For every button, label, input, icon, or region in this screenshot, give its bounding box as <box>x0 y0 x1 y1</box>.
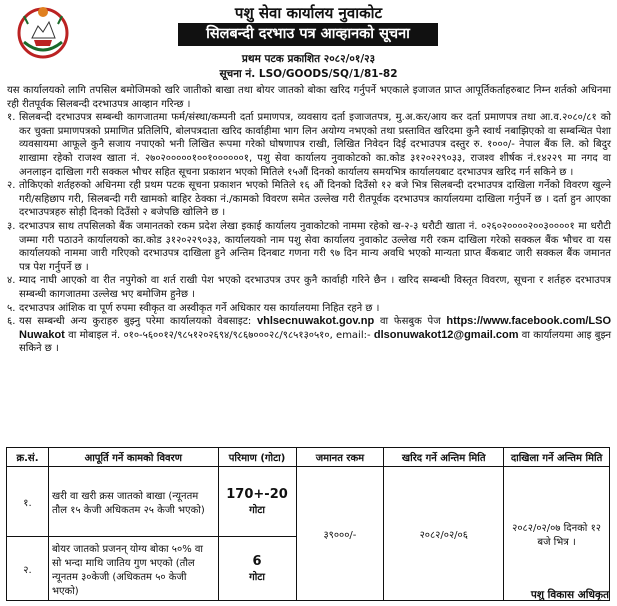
condition-item: ४. म्याद नाघी आएको वा रीत नपुगेको वा शर्त राखी पेश भएको दरभाउपत्र उपर कुनै कार्वाही गरिने छैन । खरिद सम्बन्धी विस्तृत विवरण, सूचना र शर्तहरु दरभाउपत्र सम्बन्धी कागजातमा उल्लेख भए बमोजिम हुनेछ । <box>7 275 611 300</box>
col-guarantee: जमानत रकम <box>296 448 384 467</box>
col-quantity: परिमाण (गोटा) <box>218 448 296 467</box>
condition-item: १. सिलबन्दी दरभाउपत्र सम्बन्धी कागजातमा फर्म/संस्था/कम्पनी दर्ता प्रमाणपत्र, व्यवसाय दर्ता इजाजतपत्र, मु.अ.कर/आय कर दर्ता प्रमाणपत्र तथा आ.व.२०८०/८१ को कर चुक्ता प्रमाणपत्रको प्रमाणित प्रतिलिपि, बोलपत्रदाता खरिद कार्वाहीमा भाग लिन अयोग्य नभएको तथा प्रस्तावित खरिदमा कुनै स्वार्थ नबाझिएको वा सम्बन्धित पेशा व्यवसायमा आफूले कुनै सजाय नपाएको भनी लिखित रूपमा गरेको घोषणापत्र राखी, लिखित निवेदन दिई दरभाउपत्र दस्तुर रु. १०००/- नेपाल बैंक लि. को बिदुर शाखामा रहेको राजश्व खाता नं. २७०२०००००१००१००००००१, पशु सेवा कार्यालय नुवाकोटको का.कोड ३१२०२२९०३३, राजश्व शीर्षक नं.१४२२९ मा नगद वा अनलाइन दाखिला गरी सक्कल भौचर सहित सूचना प्रकाशन भएको मितिले १५औं दिनको कार्यालय समयभित्र कार्यालयबाट दरभाउपत्र खरिद गर्न सकिने छ । <box>7 112 611 178</box>
row-quantity: 170+-20 गोटा <box>218 467 296 537</box>
guarantee-amount: ३९०००/- <box>296 467 384 601</box>
row-serial: १. <box>7 467 49 537</box>
notice-number: सूचना नं. LSO/GOODS/SQ/1/81-82 <box>219 68 398 80</box>
notice-body <box>7 84 611 356</box>
row-quantity: 6 गोटा <box>218 537 296 601</box>
condition-item: ५. दरभाउपत्र आंशिक वा पूर्ण रुपमा स्वीकृत वा अस्वीकृत गर्ने अधिकार यस कार्यालयमा निहित रहने छ । <box>7 302 380 314</box>
office-name: पशु सेवा कार्यालय नुवाकोट <box>234 4 383 22</box>
submission-deadline: २०८२/०२/०७ दिनको १२ बजे भित्र । <box>504 467 610 601</box>
tender-table <box>6 447 610 601</box>
first-published-date: प्रथम पटक प्रकाशित २०८२/०१/२३ <box>241 53 376 65</box>
website-link[interactable]: vhlsecnuwakot.gov.np <box>257 315 375 328</box>
row-serial: २. <box>7 537 49 601</box>
col-purchase-deadline: खरिद गर्ने अन्तिम मिति <box>384 448 504 467</box>
condition-item: ३. दरभाउपत्र साथ तपसिलको बैंक जमानतको रकम प्रदेश लेखा इकाई कार्यालय नुवाकोटको नाममा रहेको ख-२-३ धरौटी खाता नं. ०२६०२००००२००३००००१ मा धरौटी जम्मा गरी पठाउने कार्यालयको का.कोड ३१२०२२९०३३, कार्यालयको नाम पशु सेवा कार्यालय नुवाकोट उल्लेख गरी रकम दाखिला गरेको सक्कल बैंक भौचर वा यस कार्यालयको नाममा जारी गरिएको दरभाउपत्र दाखिला हुने अन्तिम दिनबाट गणना गरी ९७ दिन मान्य अवधि भएको मान्यता प्राप्त बैंकबाट जारी सक्कल बैंक जमानत पत्र पेश गर्नुपर्ने छ । <box>7 220 611 273</box>
intro-paragraph: यस कार्यालयको लागि तपसिल बमोजिमको खरि जातीको बाखा तथा बोयर जातको बोका खरिद गर्नुपर्ने भएकाले इजाजत प्राप्त आपूर्तिकर्ताहरुबाट निम्न शर्तको अधिनमा रही रीतपूर्वक सिलबन्दी दरभाउपत्र आव्हान गरिन्छ । <box>7 85 611 110</box>
col-description: आपूर्ति गर्ने कामको विवरण <box>48 448 218 467</box>
facebook-link[interactable]: https://www.facebook.com/LSO Nuwakot <box>19 315 612 341</box>
table-header-row <box>7 448 610 467</box>
purchase-deadline: २०८२/०२/०६ <box>384 467 504 601</box>
table-row <box>7 467 610 537</box>
notice-title: सिलबन्दी दरभाउ पत्र आव्हानको सूचना <box>178 23 438 46</box>
signature-title: पशु विकास अधिकृत <box>530 589 609 601</box>
condition-item: २. तोकिएको शर्तहरुको अधिनमा रही प्रथम पटक सूचना प्रकाशन भएको मितिले १६ औं दिनको दिउँसो १२ बजे भित्र सिलबन्दी दरभाउपत्र दाखिला गर्नेको विवरण खुल्ने गरी/सहिछाप गरी, सिलबन्दी गरी खामको बाहिर ठेक्का नं./कामको विवरण समेत उल्लेख गरी रीतपूर्वक दरभाउपत्र कार्यालयमा दाखिला गर्नुपर्ने छ । दर्ता हुन आएका दरभाउपत्रहरु सोही दिनको दिउँसो २ बजेपछि खोलिने छ । <box>7 180 611 219</box>
contact-item: ६. यस सम्बन्धी अन्य कुराहरु बुझ्नु परेमा कार्यालयको वेबसाइट: vhlsecnuwakot.gov.np वा फेसबुक पेज https://www.facebook.com/LSO Nuwakot वा मोबाइल नं. ०१०-५६००१२/९८५१२०२६९४/९८६७०००२८/९८५१३०५१०, email:- dlsonuwakot12@gmail.com वा कार्यालयमा आइ बुझ्न सकिने छ । <box>7 315 612 355</box>
col-serial: क्र.सं. <box>7 448 49 467</box>
conditions-list <box>7 111 611 356</box>
email-link[interactable]: dlsonuwakot12@gmail.com <box>373 328 519 341</box>
row-description: बोयर जातको प्रजनन् योग्य बोका ५०% वा सो भन्दा माथि जातिय गुण भएको (तौल न्यूनतम ३०केजी (अधिकतम ५० केजी भएको) <box>48 537 218 601</box>
row-description: खरी वा खरी क्रस जातको बाखा (न्यूनतम तौल १५ केजी अधिकतम २५ केजी भएको) <box>48 467 218 537</box>
col-submission-deadline: दाखिला गर्ने अन्तिम मिति <box>504 448 610 467</box>
